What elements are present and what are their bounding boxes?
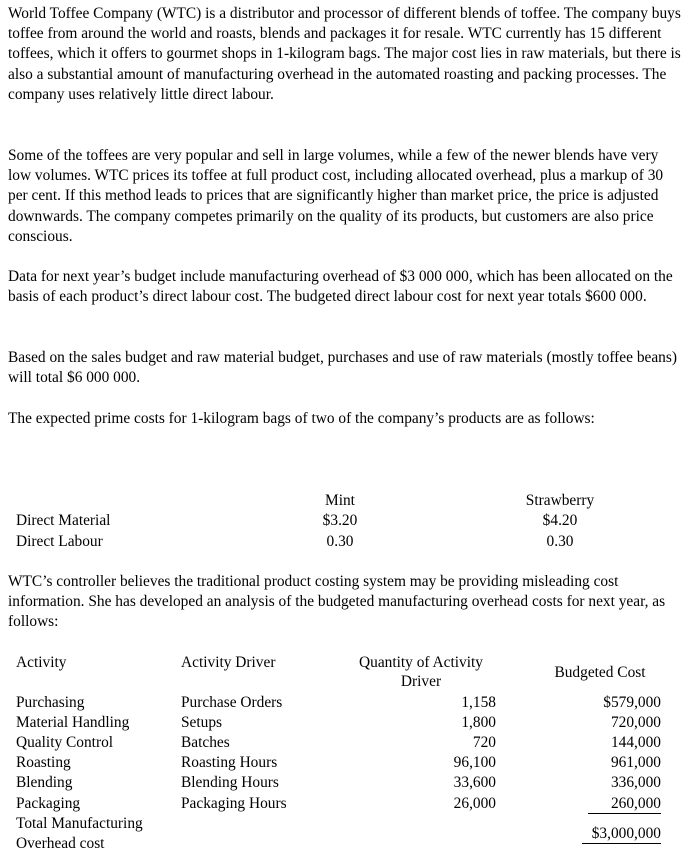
cost-roasting: 961,000 <box>610 754 661 771</box>
paragraph-controller: WTC’s controller believes the traditional product costing system may be providing misleading cost information. She has developed an analysis of the budgeted manufacturing overhead costs for next year, as follows: <box>8 573 666 631</box>
paragraph-raw-materials: Based on the sales budget and raw material budget, purchases and use of raw materials (mostly toffee beans) will total $6 000 000. <box>8 349 677 387</box>
driver-purchase-orders: Purchase Orders <box>181 694 283 711</box>
activity-blending: Blending <box>16 774 73 791</box>
driver-packaging-hours: Packaging Hours <box>181 795 287 812</box>
row-label-direct-labour: Direct Labour <box>16 533 103 550</box>
activity-purchasing: Purchasing <box>16 694 85 711</box>
header-activity-driver: Activity Driver <box>181 654 276 671</box>
header-activity: Activity <box>16 654 67 671</box>
driver-batches: Batches <box>181 734 230 751</box>
driver-roasting-hours: Roasting Hours <box>181 754 278 771</box>
quantity-quality-control: 720 <box>472 734 496 751</box>
quantity-blending: 33,600 <box>453 774 496 791</box>
quantity-roasting: 96,100 <box>453 754 496 771</box>
driver-setups: Setups <box>181 714 223 731</box>
row-label-direct-material: Direct Material <box>16 512 111 529</box>
cost-material-handling: 720,000 <box>610 714 661 731</box>
cell-strawberry-direct-material: $4.20 <box>542 512 578 529</box>
cost-packaging: 260,000 <box>588 794 661 814</box>
cell-mint-direct-labour: 0.30 <box>326 533 354 550</box>
activity-packaging: Packaging <box>16 795 81 812</box>
activity-quality-control: Quality Control <box>16 734 114 751</box>
header-quantity-line1: Quantity of Activity <box>359 654 483 671</box>
activity-material-handling: Material Handling <box>16 714 130 731</box>
paragraph-intro: World Toffee Company (WTC) is a distributor and processor of different blends of toffee. The company buys toffee from around the world and roasts, blends and packages it for resale. WTC currently has 15 different toffees, which it offers to gourmet shops in 1-kilogram bags. The major cost lies in raw materials, but there is also a substantial amount of manufacturing overhead in the automated roasting and packing processes. The company uses relatively little direct labour. <box>8 5 681 103</box>
quantity-material-handling: 1,800 <box>461 714 496 731</box>
paragraph-budget: Data for next year’s budget include manufacturing overhead of $3 000 000, which has been allocated on the basis of each product’s direct labour cost. The budgeted direct labour cost for next year totals $600 000. <box>8 268 673 306</box>
header-budgeted-cost: Budgeted Cost <box>554 664 646 681</box>
cell-strawberry-direct-labour: 0.30 <box>546 533 574 550</box>
paragraph-pricing: Some of the toffees are very popular and sell in large volumes, while a few of the newer blends have very low volumes. WTC prices its toffee at full product cost, including allocated overhead, plus a markup of 30 per cent. If this method leads to prices that are significantly higher than market price, the price is adjusted downwards. The company competes primarily on the quality of its products, but customers are also price conscious. <box>8 147 664 245</box>
activity-roasting: Roasting <box>16 754 71 771</box>
quantity-packaging: 26,000 <box>453 795 496 812</box>
header-quantity-line2: Driver <box>400 673 442 690</box>
quantity-purchasing: 1,158 <box>461 694 496 711</box>
cost-purchasing: $579,000 <box>603 694 661 711</box>
cost-quality-control: 144,000 <box>610 734 661 751</box>
driver-blending-hours: Blending Hours <box>181 774 279 791</box>
total-label-line1: Total Manufacturing <box>16 815 143 832</box>
total-label-line2: Overhead cost <box>16 835 105 852</box>
cost-blending: 336,000 <box>610 774 661 791</box>
cell-mint-direct-material: $3.20 <box>322 512 358 529</box>
column-header-mint: Mint <box>325 492 355 509</box>
column-header-strawberry: Strawberry <box>525 492 595 509</box>
paragraph-prime-costs-intro: The expected prime costs for 1-kilogram bags of two of the company’s products are as follows: <box>8 410 595 427</box>
total-cost: $3,000,000 <box>582 824 661 844</box>
